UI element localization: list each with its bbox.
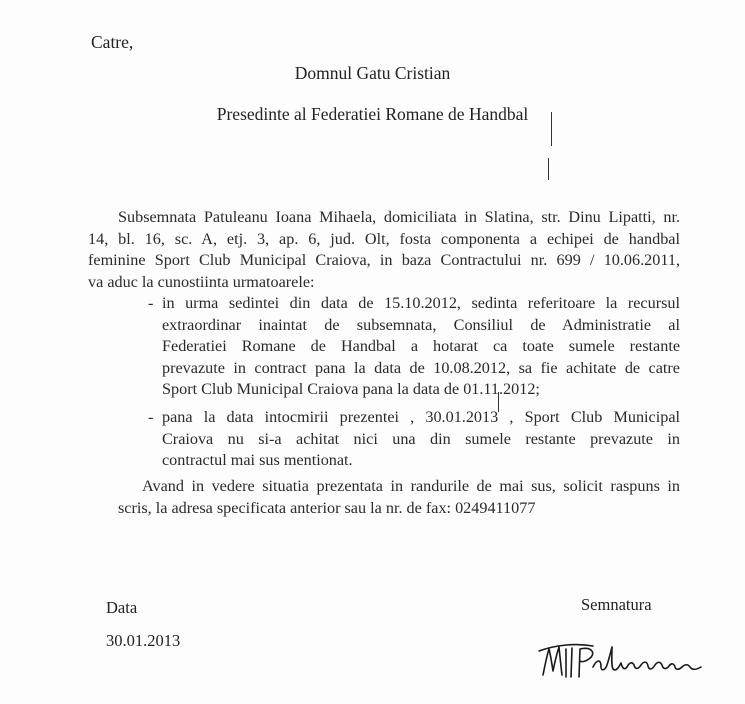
closing-line: scris, la adresa specificata anterior sau la nr. de fax: 0249411077	[118, 498, 536, 517]
bullet-line: prevazute in contract pana la data de 10.08.2012, sa fie achitate de catre	[162, 358, 680, 377]
closing-line: Avand in vedere situatia prezentata in randurile de mai sus, solicit raspuns in	[142, 477, 680, 495]
intro-paragraph	[88, 207, 680, 293]
intro-line: feminine Sport Club Municipal Craiova, in baza Contractului nr. 699 / 10.06.2011,	[88, 251, 680, 269]
bullet-dash: -	[148, 294, 154, 312]
recipient-name: Domnul Gatu Cristian	[294, 63, 451, 83]
recipient-title: Presedinte al Federatiei Romane de Handbal	[216, 104, 529, 124]
salutation: Catre,	[91, 32, 134, 52]
intro-line: Subsemnata Patuleanu Ioana Mihaela, domiciliata in Slatina, str. Dinu Lipatti, nr.	[118, 208, 680, 226]
bullet-line: in urma sedintei din data de 15.10.2012, sedinta referitoare la recursul	[162, 294, 680, 312]
bullet-line: Craiova nu si-a achitat nici una din sumele restante prevazute in	[162, 429, 680, 448]
bullet-line: Sport Club Municipal Craiova pana la data de 01.11.2012;	[162, 380, 540, 398]
closing-paragraph	[118, 476, 680, 519]
bullet-text	[162, 407, 680, 472]
bullet-line: extraordinar inaintat de subsemnata, Consiliul de Administratie al	[162, 315, 680, 334]
signature-label: Semnatura	[581, 595, 652, 614]
intro-line: 14, bl. 16, sc. A, etj. 3, ap. 6, jud. Olt, fosta componenta a echipei de handbal	[88, 229, 680, 248]
scan-mark	[548, 158, 549, 180]
date-label: Data	[106, 598, 138, 617]
bullet-line: pana la data intocmirii prezentei , 30.01.2013 , Sport Club Municipal	[162, 408, 680, 426]
date-value: 30.01.2013	[106, 631, 181, 650]
bullet-line: contractul mai sus mentionat.	[162, 451, 353, 469]
bullet-line: Federatiei Romane de Handbal a hotarat ca toate sumele restante	[162, 337, 680, 355]
bullet-text	[162, 293, 680, 401]
bullet-dash: -	[148, 408, 154, 426]
handwritten-signature	[535, 637, 710, 687]
intro-line: va aduc la cunostiinta urmatoarele:	[88, 272, 315, 291]
scan-mark	[551, 112, 552, 146]
